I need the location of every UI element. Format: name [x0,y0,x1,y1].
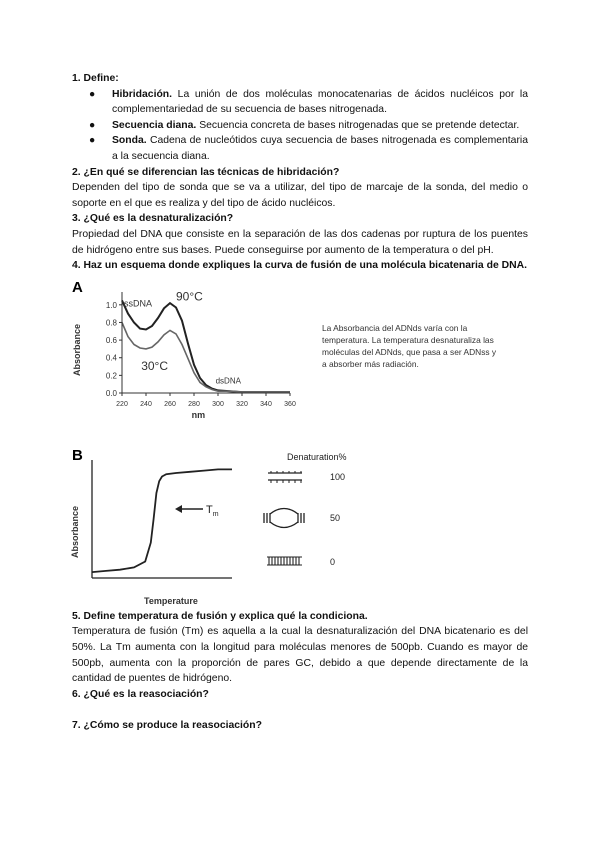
x-axis-label: nm [191,409,206,420]
chart-a-plot [122,300,290,392]
legend-level-100: 100 [330,471,346,482]
tm-label: $T_m$ [206,503,219,518]
strands-100-icon [268,471,302,483]
figure-a-annotation: La Absorbancia del ADNds varía con la temperatura. La temperatura desnaturaliza las moléculas del ADNds, que pasa a ser ADNss y a absorber más radiación. [322,322,497,370]
list-item [72,118,528,134]
chart-a-axes [106,292,296,408]
y-axis-label: Absorbance [70,505,80,558]
panel-a-label: A [72,278,83,296]
definition: Secuencia concreta de bases nitrogenadas que se pretende detectar. [196,119,520,131]
series-label-90c: 90°C [176,289,203,304]
y-tick-label: 0.6 [105,335,117,345]
x-tick-label: 280 [188,400,200,408]
q2-title: 2. ¿En qué se diferencian las técnicas de hibridación? [72,166,340,178]
x-tick-label: 320 [236,400,248,408]
term: Sonda. [112,135,147,147]
tm-arrow [175,504,219,518]
ssdna-label: ssDNA [124,298,153,309]
y-tick-label: 0.0 [105,388,117,398]
x-tick-label: 360 [284,400,296,408]
bullet: ● [89,135,96,147]
legend-level-50: 50 [330,512,341,523]
strands-50-icon [264,508,304,527]
figure-b [72,446,528,609]
series-line-30c [122,322,290,392]
q1-title: 1. Define: [72,73,119,84]
figure-a [72,276,528,446]
melting-curve-line [92,469,232,572]
q3-title: 3. ¿Qué es la desnaturalización? [72,213,234,225]
term: Secuencia diana. [112,119,197,131]
legend-level-0: 0 [330,556,336,567]
dsdna-label: dsDNA [215,376,241,386]
series-label-30c: 30°C [141,358,169,373]
blank-line [72,702,528,718]
x-tick-label: 260 [164,400,176,408]
q5-answer: Temperatura de fusión (Tm) es aquella a la cual la desnaturalización del DNA bicatenario es del 50%. La Tm aumenta con la longitud para moléculas menores de 500pb. Cuando es mayor de 500pb, aumenta con la proporción de pares GC, debido a que depende directamente de la cantidad de puentes de hidrógeno. [72,626,528,685]
y-tick-label: 0.8 [105,318,117,328]
x-tick-label: 340 [260,400,272,408]
definition: Cadena de nucleótidos cuya secuencia de bases nitrogenada es complementaria a la secuencia diana. [112,135,528,162]
q4-title: 4. Haz un esquema donde expliques la curva de fusión de una molécula bicatenaria de DNA. [72,260,528,272]
definition: La unión de dos moléculas monocatenarias de ácidos nucléicos por la complementariedad de su secuencia de bases nitrogenada. [112,88,528,116]
legend-title: Denaturation% [287,451,347,462]
q3-answer: Propiedad del DNA que consiste en la separación de las dos cadenas por ruptura de los puentes de hidrógeno entre sus bases. Puede conseguirse por aumento de la temperatura o del pH. [72,228,528,256]
y-axis-label: Absorbance [72,323,82,376]
bullet: ● [89,88,96,100]
q2-answer: Dependen del tipo de sonda que se va a utilizar, del tipo de marcaje de la sonda, del medio o soporte en el que es realiza y del tipo de ácido nucléicos. [72,182,528,209]
strands-0-icon [267,557,302,565]
q7-title: 7. ¿Cómo se produce la reasociación? [72,719,262,731]
q5-title: 5. Define temperatura de fusión y explica qué la condiciona. [72,610,368,622]
bullet: ● [89,119,96,131]
list-item [72,87,528,118]
chart-b-plot [92,460,232,578]
x-tick-label: 240 [140,400,152,408]
q6-title: 6. ¿Qué es la reasociación? [72,688,209,700]
term: Hibridación. [112,88,173,100]
definition-list [72,87,528,165]
x-axis-label: Temperature [144,595,198,606]
list-item [72,133,528,164]
panel-b-label: B [72,446,83,464]
tm-arrow-head [175,505,182,513]
document-page [72,71,528,733]
series-line-90c [122,300,290,392]
y-tick-label: 1.0 [105,300,117,310]
x-tick-label: 300 [212,400,224,408]
x-tick-label: 220 [116,400,128,408]
y-tick-label: 0.4 [105,353,117,363]
y-tick-label: 0.2 [105,371,117,381]
melting-curve-chart [72,446,528,609]
